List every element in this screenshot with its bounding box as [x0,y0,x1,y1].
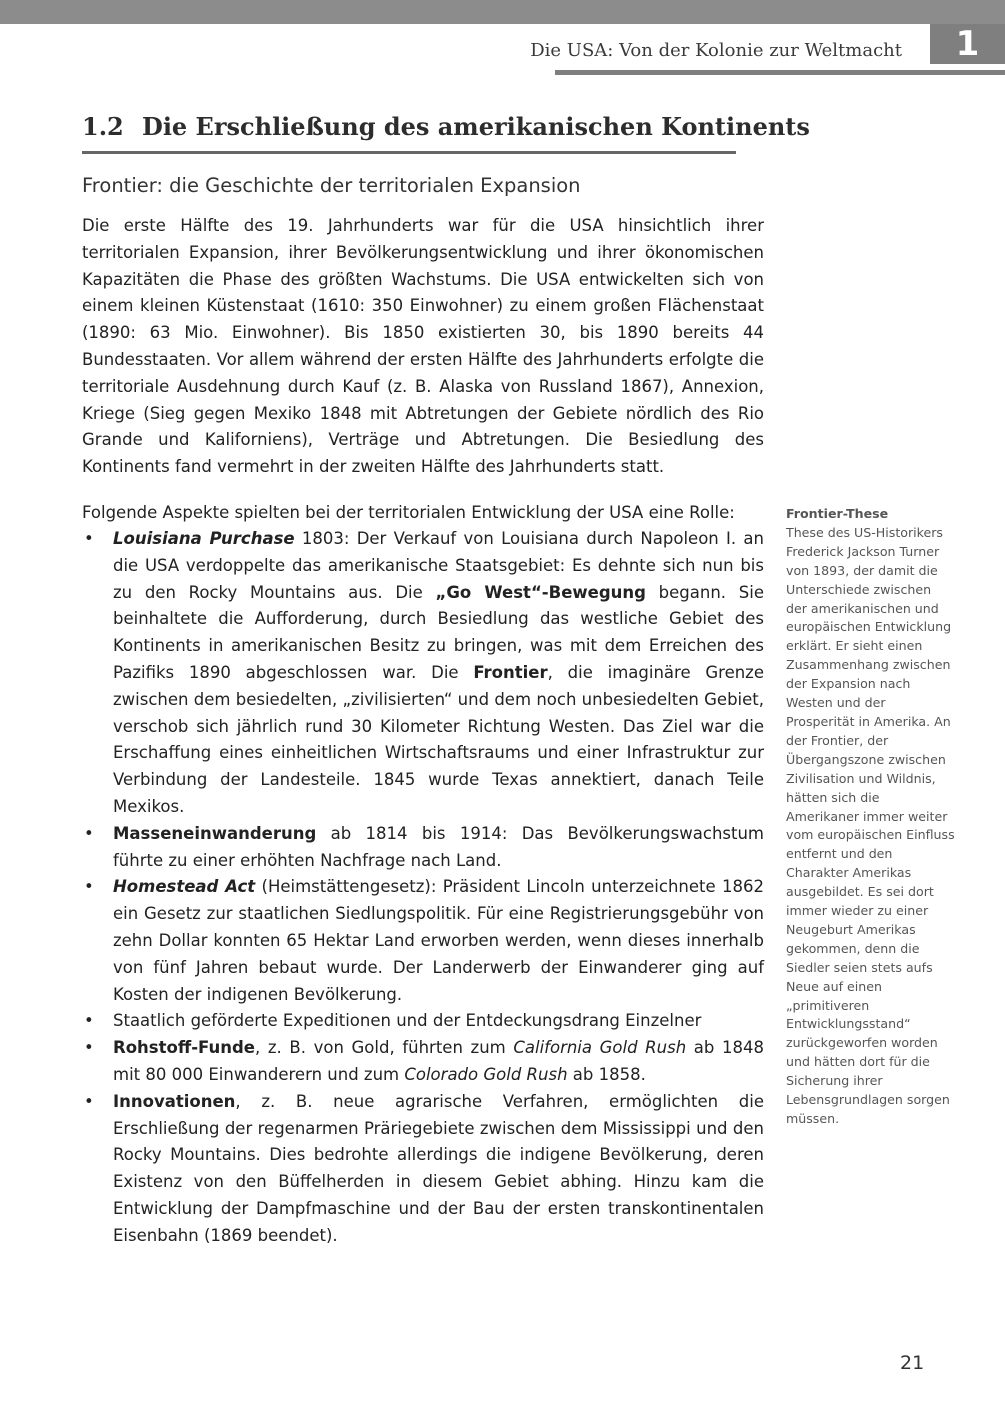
term-go-west: „Go West“-Bewegung [435,582,646,602]
list-item-resources [82,1035,764,1089]
term-colorado-gold-rush: Colorado Gold Rush [404,1064,568,1084]
list-item-immigration [82,821,764,875]
expeditions-text: Staatlich geförderte Expeditionen und der Entdeckungsdrang Einzelner [113,1011,702,1031]
immigration-text: ab 1814 bis 1914: Das Bevölkerungswachstum führte zu einer erhöhten Nachfrage nach Land. [113,823,764,870]
list-item-innovations [82,1089,764,1250]
list-item-louisiana-purchase [82,526,764,821]
louisiana-text-b: begann. Sie beinhaltete die Aufforderung, durch Besiedlung das westliche Gebiet des Kontinents in amerikanischen Besitz zu bringen, was mit dem Erreichen des Pazifiks 1890 abgeschlossen war. Die [113,582,764,682]
term-louisiana-purchase: Louisiana Purchase [113,529,295,548]
term-rohstoff-funde: Rohstoff-Funde [113,1038,255,1058]
chapter-number-badge: 1 [930,24,1005,64]
running-header-title: Die USA: Von der Kolonie zur Weltmacht [530,40,902,61]
resources-text-a: , z. B. von Gold, führten zum [255,1038,514,1058]
section-heading-rule [82,151,736,154]
louisiana-text-c: , die imaginäre Grenze zwischen dem besiedelten, „zivilisierten“ und dem noch unbesiedelten Gebiet, verschob sich jährlich rund 30 Kilometer Richtung Westen. Das Ziel war die Erschaffung eines einheitlichen Wirtschaftsraums und einer Infrastruktur zur Verbindung der Landesteile. 1845 wurde Texas annektiert, danach Teile Mexikos. [113,662,764,816]
list-item-expeditions [82,1008,764,1035]
intro-paragraph: Die erste Hälfte des 19. Jahrhunderts war für die USA hinsichtlich ihrer territorialen Expansion, ihrer Bevölkerungsentwicklung und ihrer ökonomischen Kapazitäten die Phase des größten Wachstums. Die USA entwickelten sich von einem kleinen Küstenstaat (1610: 350 Einwohner) zu einem großen Flächenstaat (1890: 63 Mio. Einwohner). Bis 1850 existierten 30, bis 1890 bereits 44 Bundesstaaten. Vor allem während der ersten Hälfte des Jahrhunderts erfolgte die territoriale Ausdehnung durch Kauf (z. B. Alaska von Russland 1867), Annexion, Kriege (Sieg gegen Mexiko 1848 mit Abtretungen der Gebiete nördlich des Rio Grande und Kaliforniens), Verträge und Abtretungen. Die Besiedlung des Kontinents fand vermehrt in der zweiten Hälfte des Jahrhunderts statt. [82,216,764,477]
resources-text-c: ab 1858. [567,1064,646,1084]
term-innovationen: Innovationen [113,1091,236,1111]
aspects-intro-text: Folgende Aspekte spielten bei der territorialen Entwicklung der USA eine Rolle: [82,503,735,522]
margin-note-title: Frontier-These [786,506,889,521]
margin-note-text: These des US-Historikers Frederick Jackson Turner von 1893, der damit die Unterschiede zwischen der amerikanischen und europäischen Entwicklung erklärt. Er sieht einen Zusammenhang zwischen der Expansion nach Westen und der Prosperität in Amerika. An der Frontier, der Übergangszone zwischen Zivilisation und Wildnis, hätten sich die Amerikaner immer weiter vom europäischen Einfluss entfernt und den Charakter Amerikas ausgebildet. Es sei dort immer wieder zu einer Neugeburt Amerikas gekommen, denn die Siedler seien stets aufs Neue auf einen „primitiveren Entwicklungsstand“ zurückgeworfen worden und hätten dort für die Sicherung ihrer Lebensgrundlagen sorgen müssen. [786,524,955,1126]
innovations-text: , z. B. neue agrarische Verfahren, ermöglichten die Erschließung der regenarmen Präriegebiete zwischen dem Mississippi und den Rocky Mountains. Dies bedrohte allerdings die indigene Bevölkerung, deren Existenz von den Büffelherden in diesem Gebiet abhing. Hinzu kam die Entwicklung der Dampfmaschine und der Bau der ersten transkontinentalen Eisenbahn (1869 beendet). [113,1091,764,1245]
term-frontier: Frontier [473,662,548,682]
margin-note [786,505,956,1129]
term-homestead-act: Homestead Act [113,877,256,897]
term-california-gold-rush: California Gold Rush [513,1038,687,1058]
aspects-list [82,526,764,1250]
homestead-text: (Heimstättengesetz): Präsident Lincoln unterzeichnete 1862 ein Gesetz zur staatlichen Siedlungspolitik. Für eine Registrierungsgebühr von zehn Dollar konnten 65 Hektar Land erworben werden, wenn dieses innerhalb von fünf Jahren bebaut wurde. Der Landerwerb der Einwanderer ging auf Kosten der indigenen Bevölkerung. [113,877,764,1004]
list-item-homestead-act [82,874,764,1008]
running-header-rule [555,70,1005,75]
term-masseneinwanderung: Masseneinwanderung [113,823,317,843]
section-title-text: Die Erschließung des amerikanischen Kontinents [142,112,810,141]
top-bar [0,0,1005,24]
louisiana-text-a: 1803: Der Verkauf von Louisiana durch Napoleon I. an die USA verdoppelte das amerikanische Staatsgebiet: Es dehnte sich nun bis zu den Rocky Mountains aus. Die [113,529,764,602]
resources-text-b: ab 1848 mit 80 000 Einwanderern und zum [113,1038,764,1084]
section-heading [82,112,810,141]
subsection-heading: Frontier: die Geschichte der territorialen Expansion [82,174,581,197]
page-number: 21 [900,1352,925,1374]
section-number: 1.2 [82,112,124,141]
